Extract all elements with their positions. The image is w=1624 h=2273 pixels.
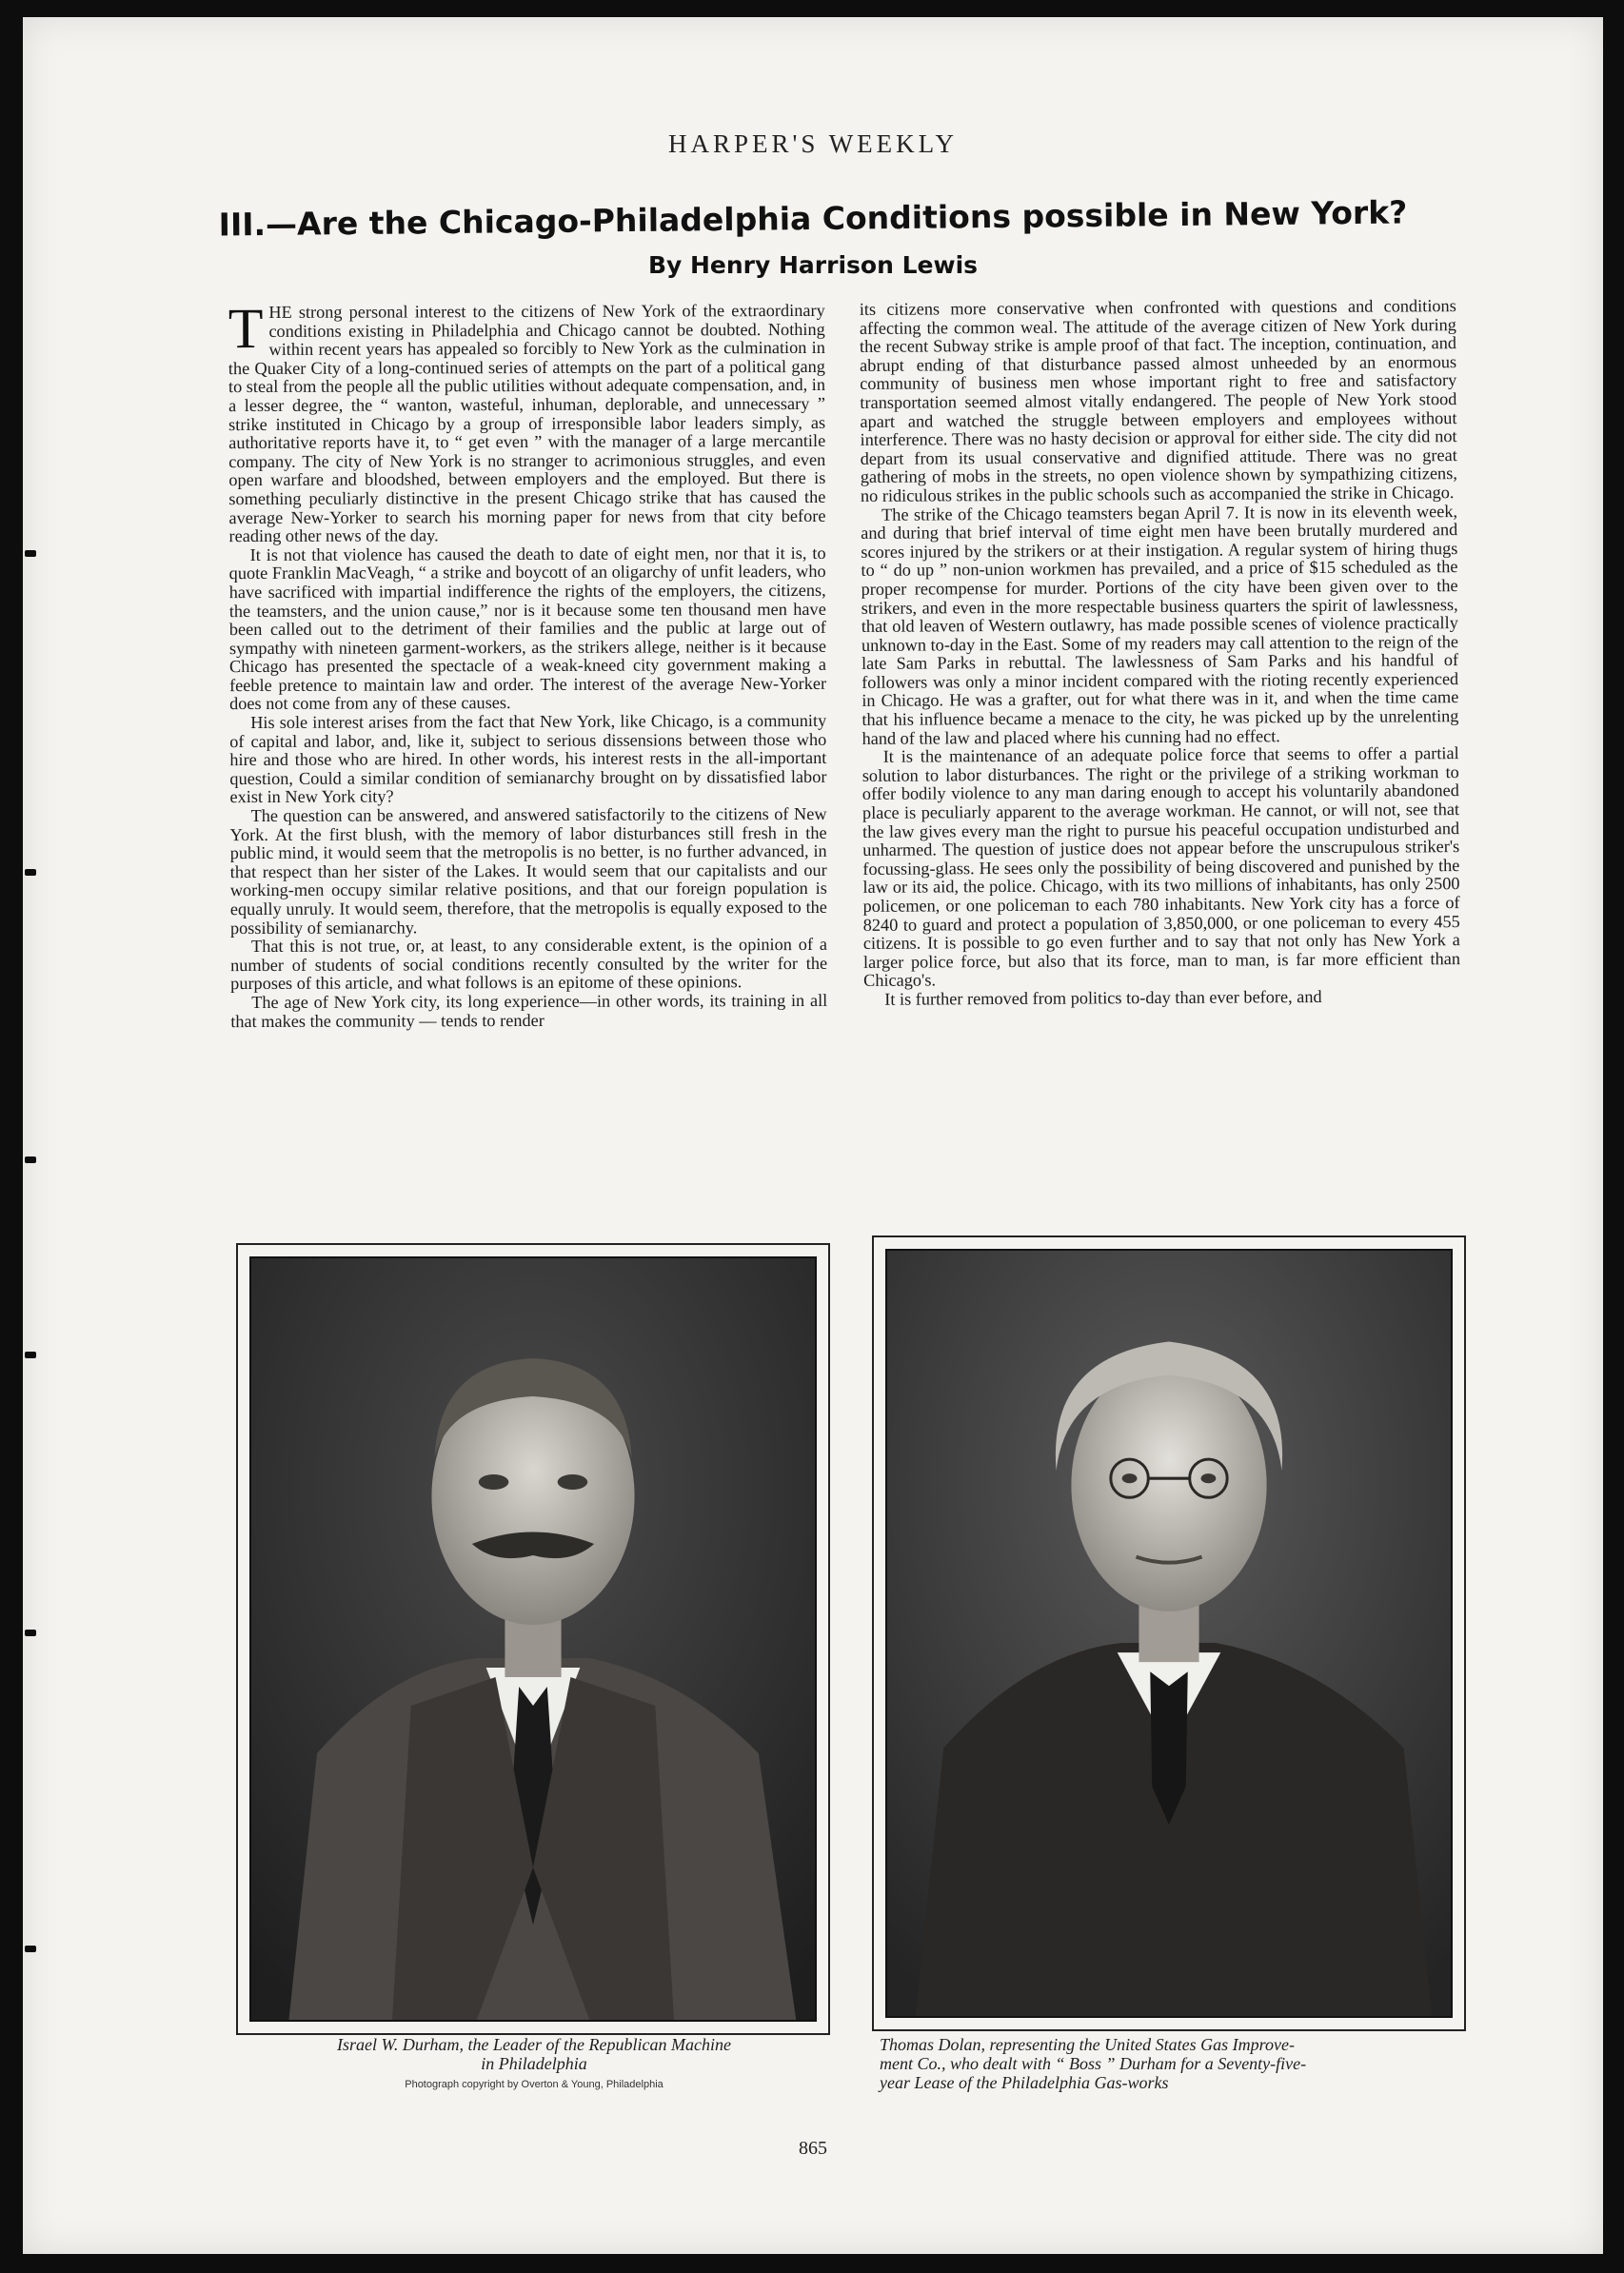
article-paragraph: The strike of the Chicago teamsters began April 7. It is now in its eleventh week, and during that brief interval of time eight men have been brutally murdered and scores injured by the strikers or at their instigation. A regular system of hiring thugs to “ do up ” non-union workmen has prevailed, and a price of $15 scheduled as the proper recompense for murder. Portions of the city have been given over to the strikers, and even in the more respectable business quarters the spirit of lawlessness, that old leaven of Western outlawry, has made possible scenes of violence practically unknown to-day in the East. Some of my readers may call attention to the reign of the late Sam Parks in rebuttal. The lawlessness of Sam Parks and his handful of followers was only a minor incident compared with the rioting recently experienced in Chicago. He was a grafter, out for what there was in it, and when the time came that his influence became a menace to the city, he was picked up by the unrelenting hand of the law and placed where his cunning had no effect. bbox=[861, 501, 1459, 748]
portrait-durham-frame bbox=[236, 1243, 830, 2035]
masthead: HARPER'S WEEKLY bbox=[668, 129, 958, 158]
magazine-page bbox=[23, 17, 1603, 2254]
binding-hole bbox=[25, 1352, 36, 1358]
article-paragraph: It is the maintenance of an adequate police force that seems to offer a partial solution to labor disturbances. The right or the privilege of a striking workman to offer bodily violence to any man daring enough to accept his voluntarily abandoned place is peculiarly apparent to the average workman. He cannot, or will not, see that the law gives every man the right to pursue his peaceful occupation undisturbed and unharmed. The question of justice does not appear before the unscrupulous striker's focussing-glass. He sees only the possibility of being discovered and punished by the law or its aid, the police. Chicago, with its two millions of inhabitants, has only 2500 policemen, or one policeman to each 780 inhabitants. New York city has a force of 8240 to guard and protect a population of 3,850,000, or one policeman to every 455 citizens. It is possible to go even further and to say that not only has New York a larger police force, but also that its force, man to man, is far more efficient than Chicago's. bbox=[862, 743, 1461, 991]
portrait-durham-image bbox=[251, 1258, 815, 2020]
article-paragraph: The age of New York city, its long experience—in other words, its training in all that makes the community — tends to render bbox=[230, 990, 828, 1031]
binding-hole bbox=[25, 869, 36, 876]
portrait-dolan bbox=[885, 1249, 1453, 2018]
photo-credit: Photograph copyright by Overton & Young, Philadelphia bbox=[405, 2079, 663, 2090]
article-byline: By Henry Harrison Lewis bbox=[647, 251, 979, 279]
portrait-durham bbox=[249, 1256, 817, 2022]
article-paragraph: It is not that violence has caused the death to date of eight men, nor that it is, to quote Franklin MacVeagh, “ a strike and boycott of an oligarchy of unfit leaders, who have sacrificed with impartial indifference the rights of the employers, the citizens, the teamsters, and the union cause,” nor is it because some ten thousand men have been called out to the detriment of their families and the public at large out of sympathy with nineteen garment-workers, as the strikers allege, neither is it because Chicago has presented the spectacle of a weak-kneed city government making a feeble pretence to maintain law and order. The interest of the average New-Yorker does not come from any of these causes. bbox=[228, 543, 827, 714]
binding-hole bbox=[25, 1156, 36, 1163]
page-number: 865 bbox=[799, 2138, 827, 2159]
caption-dolan: Thomas Dolan, representing the United States Gas Improve- ment Co., who dealt with “ Boss ” Durham for a Seventy-five- year Lease of the Philadelphia Gas-works bbox=[880, 2035, 1307, 2092]
article-paragraph: It is further removed from politics to-day than ever before, and bbox=[884, 986, 1322, 1009]
caption-durham: Israel W. Durham, the Leader of the Republican Machine in Philadelphia bbox=[337, 2035, 731, 2073]
binding-hole bbox=[25, 1630, 36, 1636]
article-column-right bbox=[860, 297, 1461, 1009]
article-title: III.—Are the Chicago-Philadelphia Conditions possible in New York? bbox=[218, 193, 1408, 244]
article-column-left bbox=[228, 296, 828, 1031]
article-paragraph: The question can be answered, and answered satisfactorily to the citizens of New York. At the first blush, with the memory of labor disturbances still fresh in the public mind, it would seem that the metropolis is no better, is no further advanced, in that respect than her sister of the Lakes. It would seem that our capitalists and our working-men occupy similar relative positions, and that our foreign population is equally unruly. It would seem, therefore, that the metropolis is equally exposed to the possibility of semianarchy. bbox=[229, 803, 827, 938]
article-paragraph: His sole interest arises from the fact that New York, like Chicago, is a community of capital and labor, and, like it, subject to serious dissensions between those who hire and those who are hired. In other words, his interest rests in the all-important question, Could a similar condition of semianarchy brought on by dissatisfied labor exist in New York city? bbox=[229, 710, 827, 807]
article-paragraph: THE strong personal interest to the citizens of New York of the extraordinary conditions existing in Philadelphia and Chicago cannot be doubted. Nothing within recent years has appealed so forcibly to New York as the culmination in the Quaker City of a long-continued series of attempts on the part of a political gang to steal from the people all the public utilities without adequate compensation, and, in a lesser degree, the “ wanton, wasteful, inhuman, deplorable, and unnecessary ” strike instituted in Chicago by a group of irresponsible labor leaders simply, as authoritative reports have it, to “ get even ” with the manager of a large mercantile company. The city of New York is no stranger to acrimonious struggles, and even open warfare and bloodshed, between employers and the employed. But there is something peculiarly distinctive in the present Chicago strike that has caused the average New-Yorker to search his morning paper for news from that city before reading other news of the day. bbox=[228, 296, 826, 546]
article-paragraph: That this is not true, or, at least, to any considerable extent, is the opinion of a number of students of social conditions recently consulted by the writer for the purposes of this article, and what follows is an epitome of these opinions. bbox=[230, 935, 828, 994]
drop-cap: T bbox=[228, 296, 264, 361]
article-paragraph: its citizens more conservative when confronted with questions and conditions affecting the common weal. The attitude of the average citizen of New York during the recent Subway strike is ample proof of that fact. The inception, continuation, and abrupt ending of that disturbance passed almost unheeded by an enormous community of business men whose important right to free and satisfactory transportation seemed almost vitally endangered. The people of New York stood apart and watched the struggle between employers and employees without interference. There was no hasty decision or approval for either side. The city did not depart from its usual conservative and dignified attitude. There was no great gathering of mobs in the streets, no open violence shown by sympathizing citizens, no ridiculous strikes in the public schools such as accompanied the strike in Chicago. bbox=[859, 296, 1457, 505]
binding-hole bbox=[25, 550, 36, 557]
portrait-dolan-frame bbox=[872, 1235, 1466, 2031]
binding-holes bbox=[25, 17, 40, 2254]
binding-hole bbox=[25, 1946, 36, 1952]
portrait-dolan-image bbox=[887, 1251, 1451, 2016]
